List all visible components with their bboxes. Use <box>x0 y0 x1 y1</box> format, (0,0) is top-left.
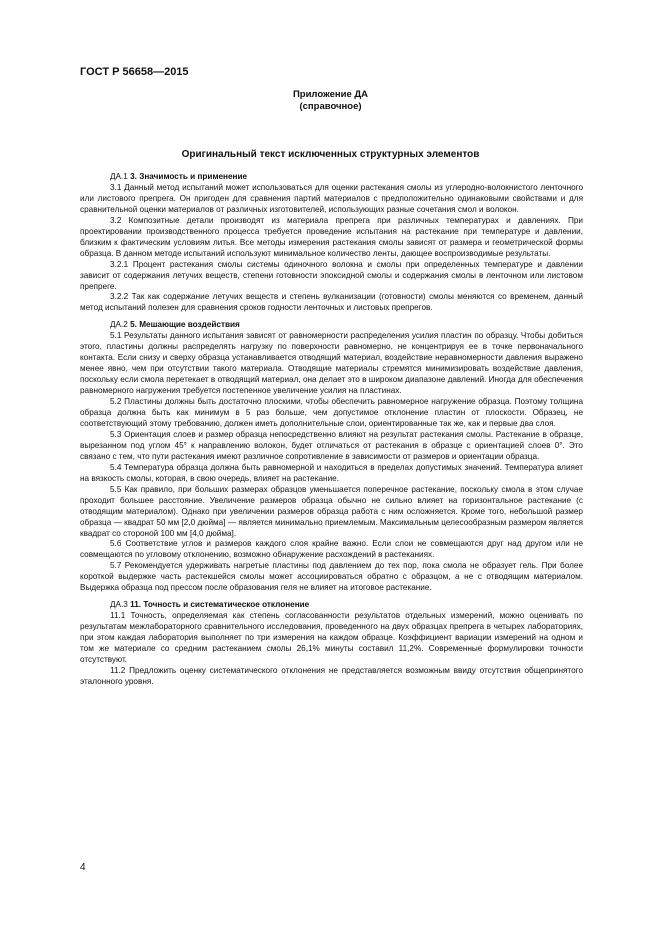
paragraph: 5.4 Температура образца должна быть равномерной и находиться в пределах допустимых значений. Температура влияет на вязкость смолы, которая, в свою очередь, влияет на растекание. <box>80 462 583 483</box>
paragraph: 5.5 Как правило, при больших размерах образцов уменьшается поперечное растекание, поскольку смола в этом случае проходит большее расстояние. Увеличение размеров образца обычно не сильно влияет на горизонтальное растекание (с отводящим материалом). Однако при увеличении размеров образца работа с ним осложняется. Кроме того, небольшой размер образца — квадрат 50 мм [2,0 дюйма] — является минимально приемлемым. Максимальным целесообразным размером является квадрат со стороной 100 мм [4,0 дюйма]. <box>80 484 583 538</box>
paragraph: 5.2 Пластины должны быть достаточно плоскими, чтобы обеспечить равномерное нагружение образца. Поэтому толщина образца должна быть как минимум в 5 раз больше, чем допустимое отклонение пластин от плоскости. Образец, не соответствующий этому требованию, должен иметь дополнительные слои, ориентированные так же, как и первые два слоя. <box>80 397 583 428</box>
section-number: ДА.1 <box>110 172 128 181</box>
main-title: Оригинальный текст исключенных структурных элементов <box>181 149 480 160</box>
paragraph: 11.1 Точность, определяемая как степень согласованности результатов отдельных измерений, можно оценивать по результатам межлабораторного сравнительного исследования, проведенного на двух образцах препрега в четырех лабораториях, при этом каждая лаборатория выполняет по три измерения на каждом образце. Коэффициент вариации измерений на одном и том же материале со средним растеканием смолы 26,1% минуты составил 11,2%. Современные формулировки точности отсутствуют. <box>80 611 583 664</box>
appendix-note: (справочное) <box>299 101 362 112</box>
section-heading <box>80 600 583 611</box>
section-number: ДА.2 <box>110 320 128 330</box>
paragraph: 3.2 Композитные детали производят из материала препрега при различных температурах и давлениях. При проектировании производственного процесса требуется проведение испытания на растекание при температуре и давлении, близким к фактическим условиям литья. Все методы измерения растекания смолы зависят от размера и геометрической формы образца. В данном методе испытаний используют минимальное количество ленты, дающее воспроизводимые результаты. <box>80 215 583 258</box>
paragraph: 5.7 Рекомендуется удерживать нагретые пластины под давлением до тех пор, пока смола не образует гель. При более короткой выдержке часть растекшейся смолы может ассоциироваться обратно с образцом, а не с отводящим материалом. Выдержка образца под прессом после образования геля не влияет на итоговое растекание. <box>80 561 583 593</box>
document-body <box>80 172 583 688</box>
section-number: ДА.3 <box>110 600 128 610</box>
paragraph: 3.2.1 Процент растекания смолы системы одиночного волокна и смолы при определенных температуре и давлении зависит от содержания летучих веществ, степени готовности эпоксидной смолы и содержания смолы в ленточном или листовом препреге. <box>80 259 583 291</box>
paragraph: 5.3 Ориентация слоев и размер образца непосредственно влияют на результат растекания смолы. Растекание в образце, вырезанном под углом 45° к направлению волокон, будет отличаться от растекания в образце с ориентацией слоев 0°. Это связано с тем, что пути растекания имеют различное сопротивление в зависимости от размеров и ориентации образца. <box>80 429 583 461</box>
section-heading <box>80 320 583 331</box>
paragraph: 5.6 Соответствие углов и размеров каждого слоя крайне важно. Если слои не совмещаются друг над другом или не совмещаются по угловому отклонению, возможно обнаружение расхождений в растеканиях. <box>80 539 583 560</box>
paragraph: 11.2 Предложить оценку систематического отклонения не представляется возможным ввиду отсутствия общепринятого эталонного уровня. <box>80 665 583 686</box>
document-header: ГОСТ Р 56658—2015 <box>80 66 189 78</box>
section-heading <box>80 172 583 183</box>
page-number: 4 <box>80 862 86 873</box>
section-title: 3. Значимость и применение <box>130 172 248 181</box>
section-title: 5. Мешающие воздействия <box>130 320 240 330</box>
section-title: 11. Точность и систематическое отклонение <box>130 600 310 610</box>
paragraph: 3.2.2 Так как содержание летучих веществ и степень вулканизации (готовности) смолы меняются со временем, данный метод испытаний полезен для сравнения сроков годности ленточных и листовых препрегов. <box>80 292 583 313</box>
paragraph: 5.1 Результаты данного испытания зависят от равномерности распределения усилия пластин по образцу. Чтобы добиться этого, пластины должны распределять нагрузку по поверхности равномерно, не концентрируя ее в точке первоначального контакта. Если снизу и сверху образца устанавливается отводящий материал, воздействие неравномерности давления выражено менее явно, чем при отсутствии такого материала. Отводящие материалы стремятся минимизировать воздействие давления, поскольку если смола перетекает в отводящий материал, она делает это в широком диапазоне давлений. Иногда для обеспечения равномерного нагружения требуется постепенное увеличение усилия на пластинах. <box>80 331 583 396</box>
paragraph: 3.1 Данный метод испытаний может использоваться для оценки растекания смолы из углеродно-волокнистого ленточного или листового препрега. Он пригоден для сравнения партий материалов с предположительно одинаковыми свойствами и для сравнительной оценки материалов от различных изготовителей, использующих разные сочетания смол и волокон. <box>80 182 583 214</box>
appendix-title: Приложение ДА <box>292 89 369 100</box>
